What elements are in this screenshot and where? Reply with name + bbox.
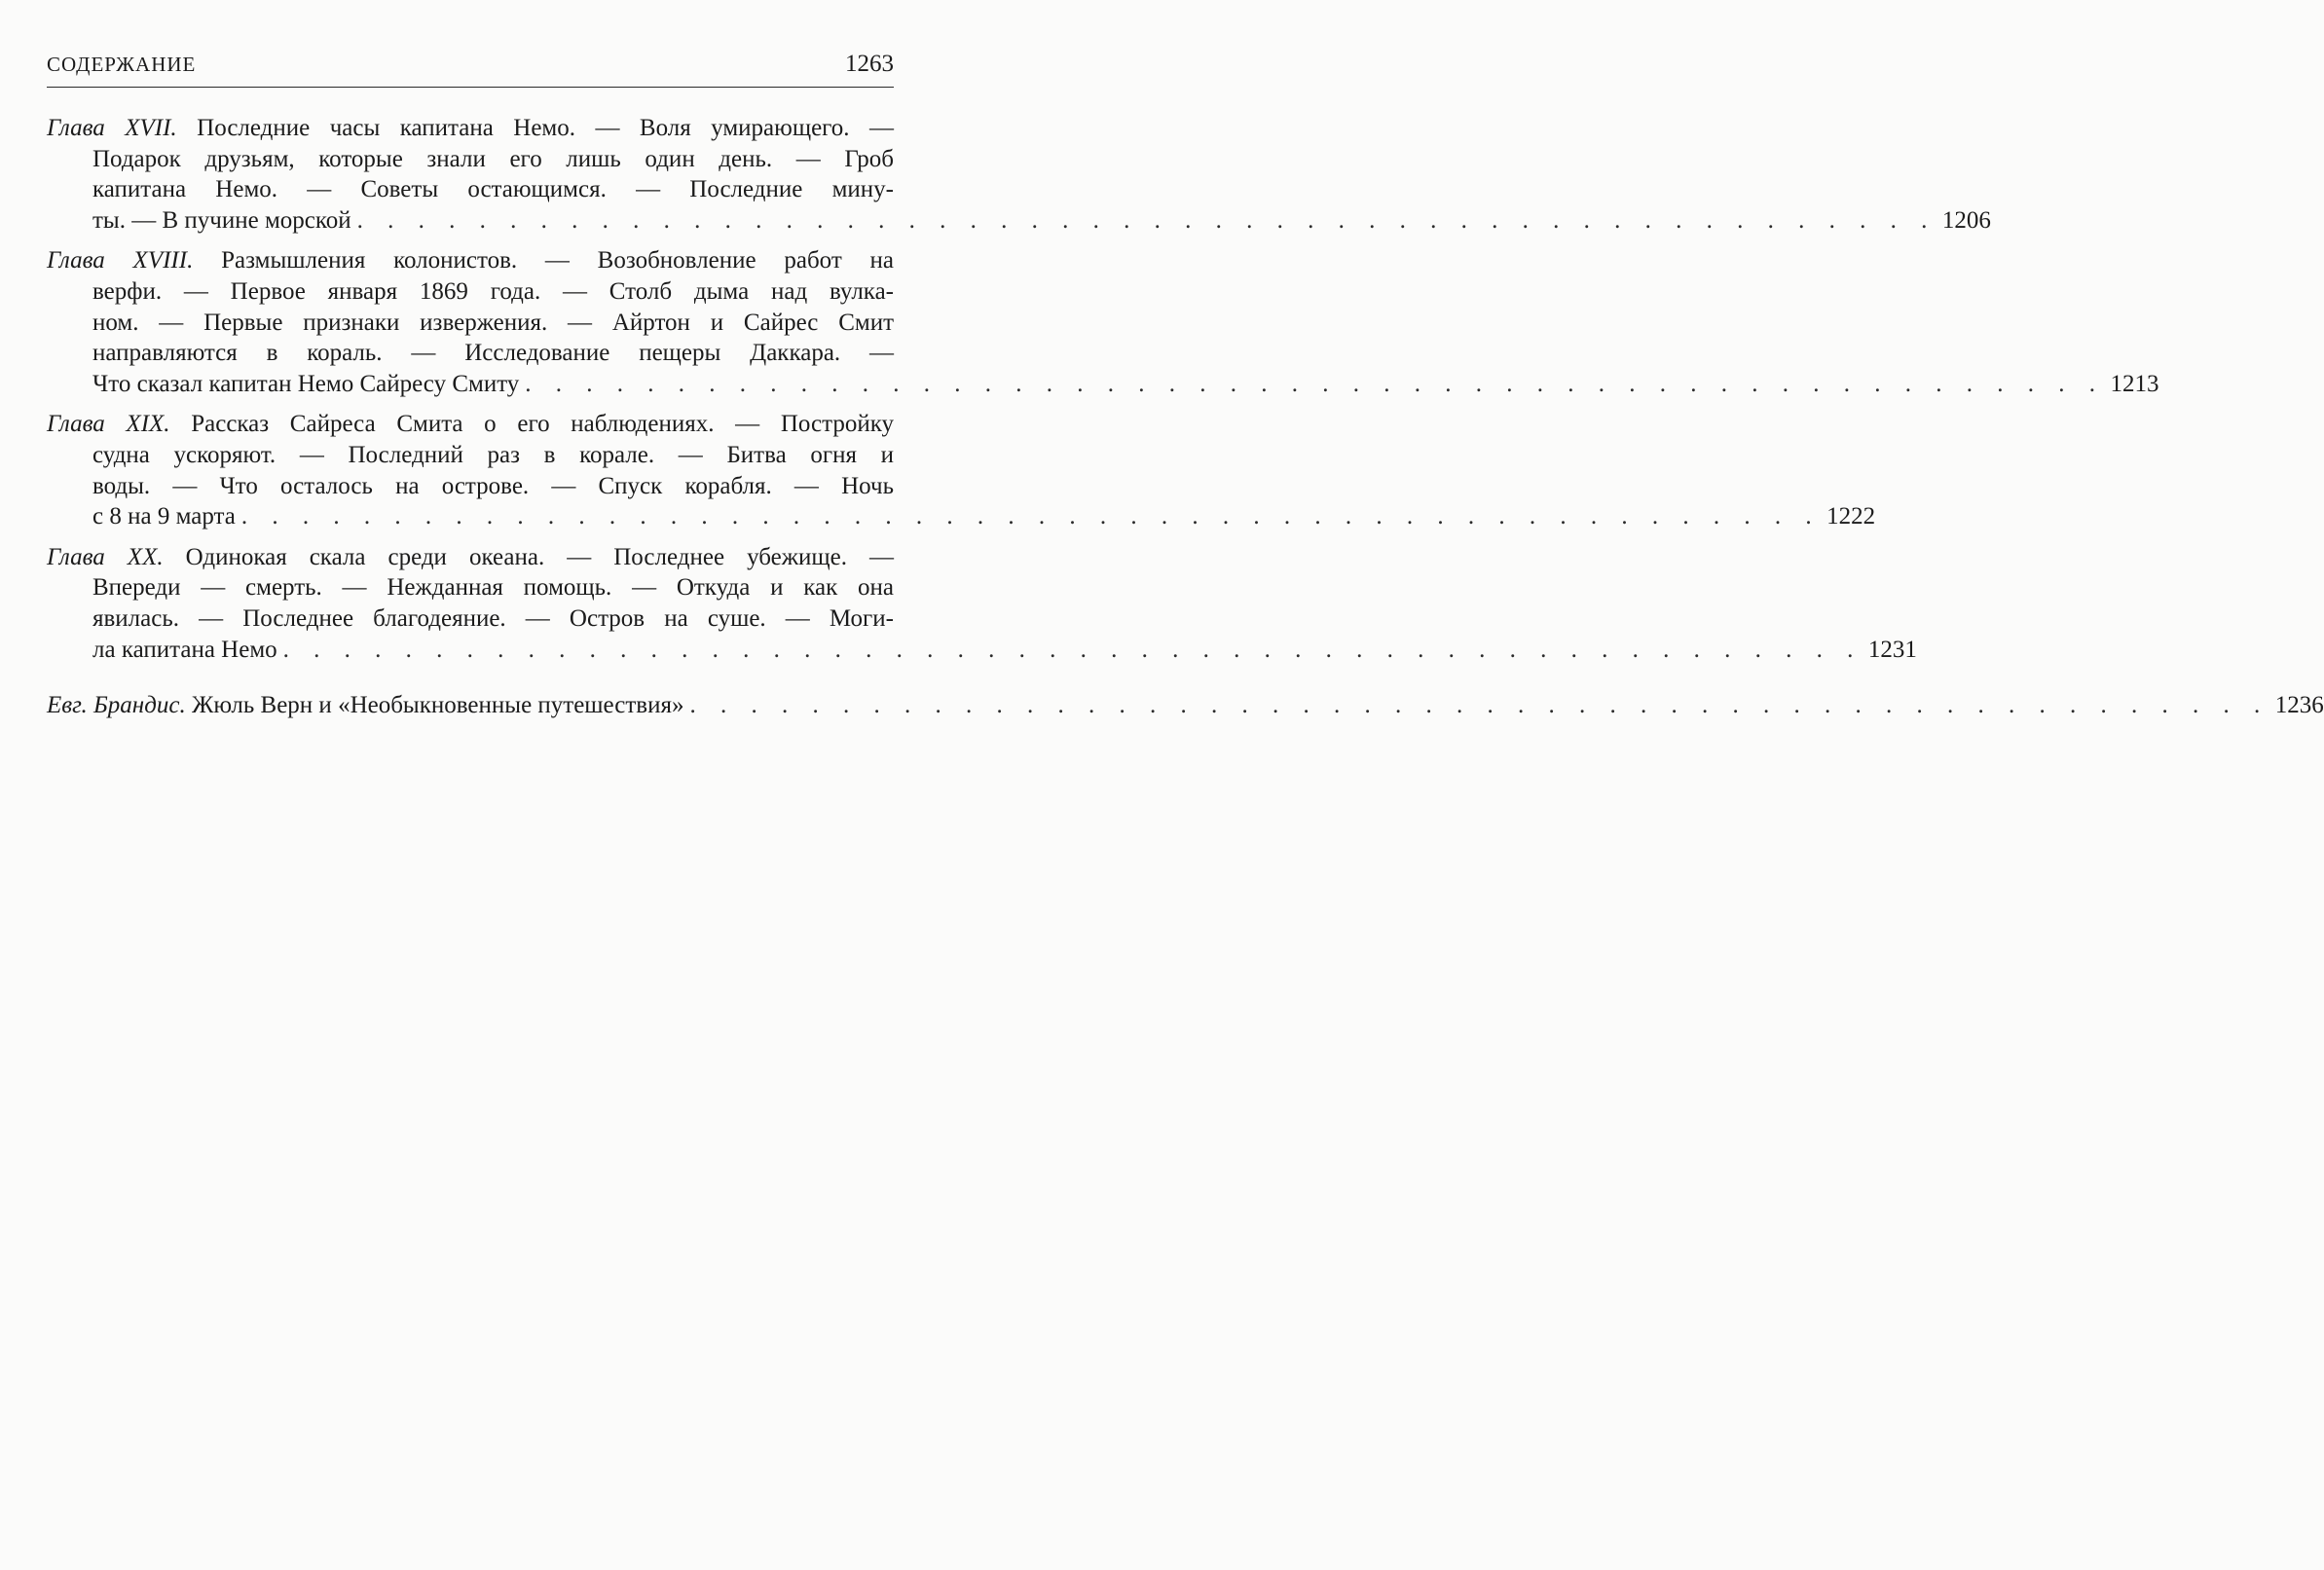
toc-line: капитана Немо. — Советы остающимся. — Последние мину- (92, 176, 894, 203)
dot-leader: . . . . . . . . . . . . . . . . . . . . . . . . . . . . . . . . . . . . . . . . . . . . . . . . . . . . (525, 370, 2105, 397)
toc-line-text: Последние часы капитана Немо. — Воля умирающего. — (197, 115, 895, 141)
toc-line-text: Рассказ Сайреса Смита о его наблюдениях. — Постройку (191, 411, 894, 438)
toc-last-line (47, 690, 2324, 721)
dot-leader: . . . . . . . . . . . . . . . . . . . . . . . . . . . . . . . . . . . . . . . . . . . . . . . . . . . . (689, 692, 2269, 719)
toc-last-line (47, 369, 2159, 400)
toc-last-line (47, 635, 1917, 666)
toc-entry-afterword (47, 690, 2324, 721)
toc-last-line (47, 205, 1991, 237)
toc-page-number: 1231 (1867, 636, 1917, 663)
afterword-title: Жюль Верн и «Необыкновенные путешествия» (191, 692, 684, 719)
toc-line-text: с 8 на 9 марта (92, 503, 236, 530)
toc-line (47, 113, 894, 144)
toc-line: направляются в кораль. — Исследование пещеры Даккара. — (92, 340, 894, 367)
chapter-label: Глава XVIII. (47, 247, 194, 274)
toc-line-text: Что сказал капитан Немо Сайресу Смиту (92, 370, 520, 397)
toc-line-text: ла капитана Немо (92, 636, 277, 663)
dot-leader: . . . . . . . . . . . . . . . . . . . . . . . . . . . . . . . . . . . . . . . . . . . . . . . . . . . . (356, 206, 1937, 234)
toc-line (47, 542, 894, 573)
toc-line: явилась. — Последнее благодеяние. — Остров на суше. — Моги- (92, 604, 894, 632)
toc-line: ном. — Первые признаки извержения. — Айртон и Сайрес Смит (92, 309, 894, 336)
toc-page-number: 1236 (2274, 692, 2324, 719)
table-of-contents (47, 113, 2324, 731)
toc-entry-chapter-17 (47, 113, 1991, 236)
toc-line-text: ты. — В пучине морской (92, 206, 351, 234)
running-head: СОДЕРЖАНИЕ (47, 53, 197, 76)
toc-line: Подарок друзьям, которые знали его лишь один день. — Гроб (92, 145, 894, 172)
toc-page-number: 1222 (1826, 503, 1876, 530)
chapter-label: Глава XX. (47, 543, 164, 570)
toc-line (47, 245, 894, 276)
toc-entry-chapter-19 (47, 409, 1876, 531)
chapter-label: Глава XVII. (47, 115, 177, 141)
toc-line: Впереди — смерть. — Нежданная помощь. — Откуда и как она (92, 574, 894, 602)
toc-entry-chapter-18 (47, 245, 2159, 399)
dot-leader: . . . . . . . . . . . . . . . . . . . . . . . . . . . . . . . . . . . . . . . . . . . . . . . . . . . . (282, 636, 1863, 663)
afterword-author: Евг. Брандис. (47, 692, 186, 719)
toc-line: воды. — Что осталось на острове. — Спуск корабля. — Ночь (92, 472, 894, 499)
toc-page-number: 1206 (1941, 206, 1991, 234)
toc-line: верфи. — Первое января 1869 года. — Столб дыма над вулка- (92, 277, 894, 305)
dot-leader: . . . . . . . . . . . . . . . . . . . . . . . . . . . . . . . . . . . . . . . . . . . . . . . . . . . . (240, 503, 1822, 530)
toc-last-line (47, 501, 1876, 532)
header-rule (47, 87, 894, 88)
toc-line-text (47, 690, 683, 721)
page-number: 1263 (845, 51, 894, 77)
page-header (47, 51, 894, 78)
toc-line-text: Размышления колонистов. — Возобновление работ на (221, 247, 895, 274)
toc-page-number: 1213 (2110, 370, 2159, 397)
toc-line: судна ускоряют. — Последний раз в корале. — Битва огня и (92, 441, 894, 468)
toc-line-text: Одинокая скала среди океана. — Последнее убежище. — (185, 543, 894, 570)
toc-line (47, 409, 894, 440)
chapter-label: Глава XIX. (47, 411, 170, 438)
toc-entry-chapter-20 (47, 542, 1917, 665)
